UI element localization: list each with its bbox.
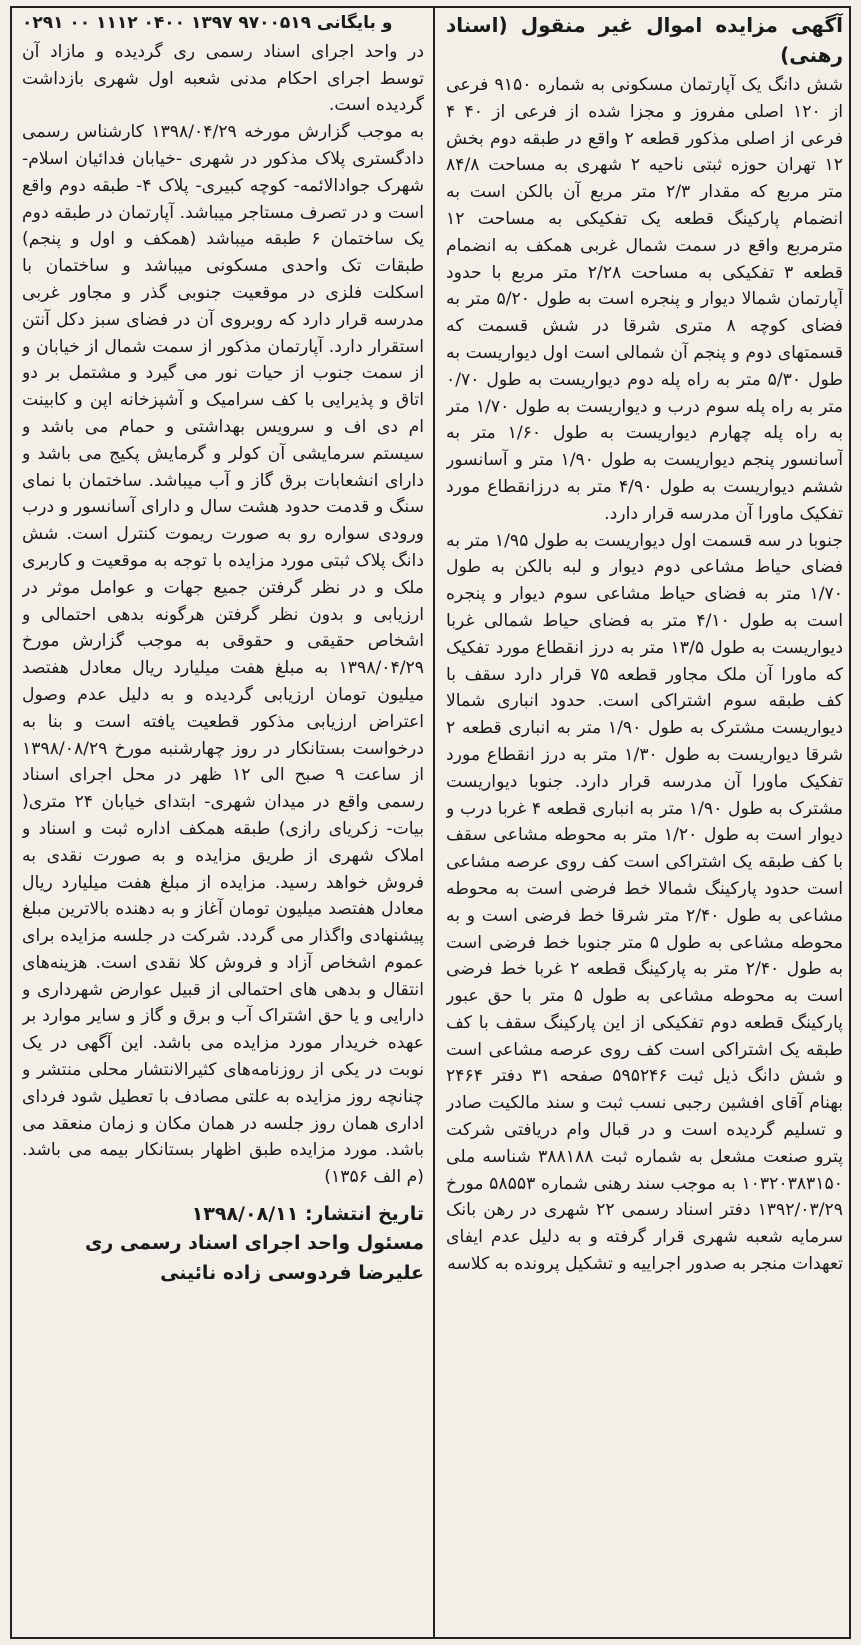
right-column [446, 10, 843, 1635]
case-reference: ۰۲۹۱ ۰۰ ۱۱۱۲ ۰۴۰۰ ۱۳۹۷ و بایگانی ۹۷۰۰۵۱۹ [22, 13, 393, 33]
notice-title: آگهی مزایده اموال غیر منقول (اسناد رهنی) [446, 13, 843, 67]
left-paragraph-2: به موجب گزارش مورخه ۱۳۹۸/۰۴/۲۹ کارشناس رسمی دادگستری پلاک مذکور در شهری -خیابان فدائیان اسلام- شهرک جوادالائمه- کوچه کبیری- پلاک ۴- طبقه دوم واقع است و در تصرف مستاجر میباشد. آپارتمان در طبقه دوم یک ساختمان ۶ طبقه میباشد (همکف و اول و پنجم) طبقات تک واحدی مسکونی میباشد و ساختمان با اسکلت فلزی در موقعیت جنوبی گذر و مجاور غربی مدرسه قرار دارد که روبروی آن در فضای سبز دکل آنتن استقرار دارد. آپارتمان مذکور از سمت شمال از خیابان و از سمت جنوب از حیات نور می گیرد و مشتمل بر دو اتاق و پذیرایی با کف سرامیک و آشپزخانه اپن و کابینت ام دی اف و سرویس بهداشتی و حمام می باشد و سیستم سرمایشی آن کولر و گرمایش پکیج می باشد و دارای انشعابات برق گاز و آب میباشد. ساختمان با نمای سنگ و قدمت حدود هشت سال و دارای آسانسور و درب ورودی سواره رو به صورت ریموت کنترل است. شش دانگ پلاک ثبتی مورد مزایده با توجه به موقعیت و کاربری ملک و در نظر گرفتن جمیع جهات و عوامل موثر در ارزیابی و بدون نظر گرفتن هرگونه بدهی احتمالی و اشخاص حقیقی و حقوقی به موجب گزارش مورخ ۱۳۹۸/۰۴/۲۹ به مبلغ هفت میلیارد ریال معادل هفتصد میلیون تومان ارزیابی گردیده و به دلیل عدم وصول اعتراض ارزیابی مذکور قطعیت یافته است و بنا به درخواست بستانکار در روز چهارشنبه مورخ ۱۳۹۸/۰۸/۲۹ از ساعت ۹ صبح الی ۱۲ ظهر در محل اجرای اسناد رسمی واقع در میدان شهری- ابتدای خیابان ۲۴ متری( بیات- زکریای رازی) طبقه همکف اداره ثبت و اسناد و املاک شهری از طریق مزایده و به صورت نقدی به فروش خواهد رسید. مزایده از مبلغ هفت میلیارد ریال معادل هفتصد میلیون تومان آغاز و به دهنده بالاترین مبلغ پیشنهادی واگذار می گردد. شرکت در جلسه مزایده برای عموم اشخاص آزاد و فروش کلا نقدی است. هزینه‌های انتقال و بدهی های احتمالی از قبیل عوارض شهرداری و دارایی و یا حق اشتراک آب و برق و گاز و سایر موارد بر عهده خریدار مورد مزایده می باشد. این آگهی در یک نوبت در یکی از روزنامه‌های کثیرالانتشار محلی منتشر و چنانچه روز مزایده به علتی مصادف با تعطیل شود فردای اداری همان روز جلسه در همان مکان و زمان منعقد می باشد. مورد مزایده طبق اظهار بستانکار بیمه می باشد.(م الف ۱۳۵۶) [22, 122, 424, 1188]
publish-date: تاریخ انتشار: ۱۳۹۸/۰۸/۱۱ [191, 1203, 424, 1226]
right-paragraph-1: شش دانگ یک آپارتمان مسکونی به شماره ۹۱۵۰ فرعی از ۱۲۰ اصلی مفروز و مجزا شده از فرعی از ۴۰ ۴ فرعی از اصلی مذکور قطعه ۲ واقع در طبقه دوم بخش ۱۲ تهران حوزه ثبتی ناحیه ۲ شهری به مساحت ۸۴/۸ متر مربع که مقدار ۲/۳ متر مربع آن بالکن است به انضمام پارکینگ قطعه یک تفکیکی به مساحت ۱۲ مترمربع واقع در سمت شمال غربی همکف به انضمام قطعه ۳ تفکیکی به مساحت ۲/۲۸ متر مربع با حدود آپارتمان شمالا دیوار و پنجره است به طول ۵/۲۰ متر به فضای کوچه ۸ متری شرقا در شش قسمت که قسمتهای دوم و پنجم آن شمالی است اول دیواریست به طول ۵/۳۰ متر به راه پله دوم دیواریست به طول ۰/۷۰ متر به راه پله سوم درب و دیواریست به طول ۱/۷۰ متر به راه پله چهارم دیواریست به طول ۱/۶۰ متر به آسانسور پنجم دیواریست به طول ۱/۹۰ متر و آسانسور ششم دیواریست به طول ۴/۹۰ متر به درزانقطاع مورد تفکیک ماورا آن مدرسه قرار دارد. [446, 75, 843, 524]
right-paragraph-2: جنوبا در سه قسمت اول دیواریست به طول ۱/۹۵ متر به فضای حیاط مشاعی دوم دیوار و لبه بالکن به طول ۱/۷۰ متر به فضای حیاط مشاعی سوم دیوار و پنجره است به طول ۴/۱۰ متر به فضای حیاط شمالی غربا دیواریست به طول ۱۳/۵ متر به درز انقطاع مورد تفکیک که ماورا آن ملک مجاور قطعه ۷۵ قرار دارد سقف با کف طبقه سوم اشتراکی است. حدود انباری شمالا دیواریست مشترک به طول ۱/۹۰ متر به انباری قطعه ۲ شرقا دیواریست به طول ۱/۳۰ متر به درز انقطاع مورد تفکیک ماورا آن مدرسه قرار دارد. جنوبا دیواریست مشترک به طول ۱/۹۰ متر به انباری قطعه ۴ غربا درب و دیوار است به طول ۱/۲۰ متر به محوطه مشاعی سقف با کف طبقه یک اشتراکی است کف روی عرصه مشاعی است حدود پارکینگ شمالا خط فرضی است به محوطه مشاعی به طول ۲/۴۰ متر شرقا خط فرضی است و به محوطه مشاعی به طول ۵ متر جنوبا خط فرضی است به طول ۲/۴۰ متر به پارکینگ قطعه ۲ غربا خط فرضی است به محوطه مشاعی به طول ۵ متر با حق عبور پارکینگ قطعه دوم تفکیکی از این پارکینگ سقف با کف طبقه یک اشتراکی است کف روی عرصه مشاعی است و شش دانگ ذیل ثبت ۵۹۵۲۴۶ صفحه ۳۱ دفتر ۲۴۶۴ بهنام آقای افشین رجبی نسب ثبت و سند مالکیت صادر و تسلیم گردیده است و در قبال وام دریافتی شرکت پترو صنعت مشعل به شماره ثبت ۳۸۸۱۸۸ شناسه ملی ۱۰۳۲۰۳۸۳۱۵۰ به موجب سند رهنی شماره ۵۸۵۵۳ مورخ ۱۳۹۲/۰۳/۲۹ دفتر اسناد رسمی ۲۲ شهری در رهن بانک سرمایه شعبه شهری قرار گرفته و به دلیل عدم ایفای تعهدات منجر به صدور اجراییه و تشکیل پرونده به کلاسه [446, 530, 843, 1275]
signature-name: علیرضا فردوسی زاده نائینی [160, 1261, 424, 1284]
column-divider [433, 6, 435, 1639]
signature-title: مسئول واحد اجرای اسناد رسمی ری [84, 1231, 424, 1254]
left-paragraph-1: در واحد اجرای اسناد رسمی ری گردیده و مازاد آن توسط اجرای احکام مدنی شعبه اول شهری بازداشت گردیده است. [22, 41, 424, 116]
left-column [22, 10, 424, 1635]
